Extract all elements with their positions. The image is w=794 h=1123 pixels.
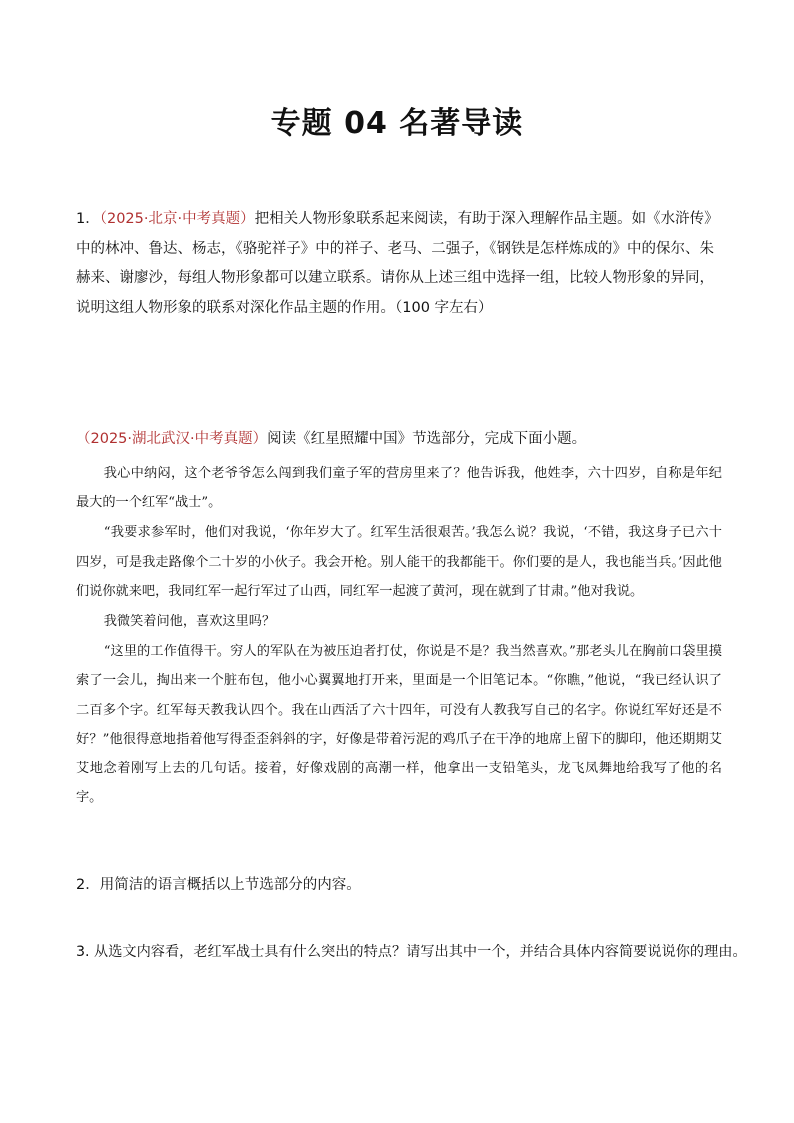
passage-paragraph: 我微笑着问他，喜欢这里吗？ — [103, 614, 276, 630]
question-3: 3. 从选文内容看，老红军战士具有什么突出的特点？请写出其中一个，并结合具体内容简要说说你的理由。 — [76, 944, 747, 960]
question-2: 2．用简洁的语言概括以上节选部分的内容。 — [76, 877, 361, 893]
reading-intro — [76, 427, 722, 451]
page-title: 专题 04 名著导读 — [270, 106, 524, 141]
reading-instruction: 阅读《红星照耀中国》节选部分，完成下面小题。 — [267, 431, 587, 447]
question-1 — [76, 205, 722, 323]
passage-paragraph: 我心中纳闷，这个老爷爷怎么闯到我们童子军的营房里来了？他告诉我，他姓李，六十四岁，自称是年纪最大的一个红军“战士”。 — [76, 466, 722, 511]
reading-passage — [76, 459, 722, 812]
question-1-number: 1． — [76, 211, 100, 227]
passage-paragraph: “这里的工作值得干。穷人的军队在为被压迫者打仗，你说是不是？我当然喜欢。”那老头儿在胸前口袋里摸索了一会儿，掏出来一个脏布包，他小心翼翼地打开来，里面是一个旧笔记本。“你瞧，”他说，“我已经认识了二百多个字。红军每天教我认四个。我在山西活了六十四年，可没有人教我写自己的名字。你说红军好还是不好？”他很得意地指着他写得歪歪斜斜的字，好像是带着污泥的鸡爪子在干净的地席上留下的脚印，他还期期艾艾地念着刚写上去的几句话。接着，好像戏剧的高潮一样，他拿出一支铅笔头，龙飞凤舞地给我写了他的名字。 — [76, 644, 722, 806]
reading-source-tag: （2025·湖北武汉·中考真题） — [76, 431, 268, 447]
question-1-source-tag: （2025·北京·中考真题） — [99, 211, 255, 227]
question-1-text: 把相关人物形象联系起来阅读，有助于深入理解作品主题。如《水浒传》中的林冲、鲁达、杨志，《骆驼祥子》中的祥子、老马、二强子，《钢铁是怎样炼成的》中的保尔、朱赫来、谢廖沙，每组人物形象都可以建立联系。请你从上述三组中选择一组，比较人物形象的异同，说明这组人物形象的联系对深化作品主题的作用。（100 字左右） — [76, 211, 719, 316]
passage-paragraph: “我要求参军时，他们对我说，‘你年岁大了。红军生活很艰苦。’我怎么说？我说，‘不错，我这身子已六十四岁，可是我走路像个二十岁的小伙子。我会开枪。别人能干的我都能干。你们要的是人，我也能当兵。’因此他们说你就来吧，我同红军一起行军过了山西，同红军一起渡了黄河，现在就到了甘肃。”他对我说。 — [76, 525, 722, 599]
